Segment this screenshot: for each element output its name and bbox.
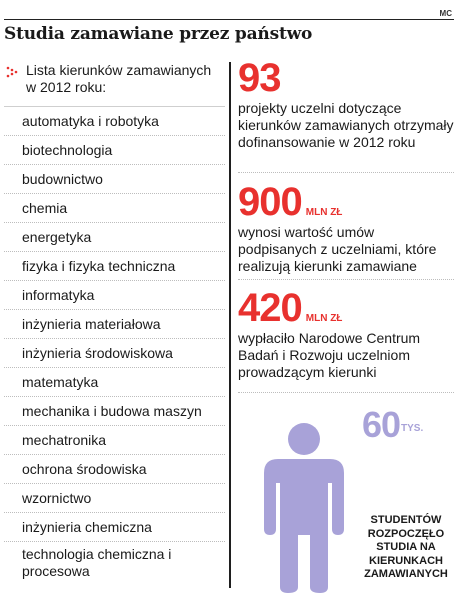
list-intro [4, 62, 225, 106]
left-column [4, 62, 225, 584]
list-item: energetyka [4, 223, 225, 252]
list-item: budownictwo [4, 165, 225, 194]
stat-separator [238, 172, 454, 173]
stat-block-3 [238, 288, 454, 381]
stat-unit: MLN ZŁ [305, 207, 343, 218]
list-intro-text: Lista kierunków zamawianych w 2012 roku: [26, 62, 212, 95]
stat-value: 93 [238, 56, 281, 100]
stat-separator [238, 279, 454, 280]
stat-description: wynosi wartość umów podpisanych z uczelniami, które realizują kierunki zamawiane [238, 224, 437, 274]
list-item: technologia chemiczna i procesowa [22, 546, 172, 579]
stat-unit: MLN ZŁ [305, 313, 343, 324]
list-item: wzornictwo [4, 484, 225, 513]
list-item: automatyka i robotyka [4, 107, 225, 136]
stat-value-line [238, 182, 454, 222]
directions-list [4, 106, 225, 584]
page-title: Studia zamawiane przez państwo [4, 24, 313, 44]
stat-block-1 [238, 58, 454, 151]
top-rule [4, 19, 454, 20]
list-item: mechatronika [4, 426, 225, 455]
stat-value-line [238, 288, 454, 328]
list-item: inżynieria chemiczna [4, 513, 225, 542]
person-figure-icon [256, 423, 352, 593]
list-item: biotechnologia [4, 136, 225, 165]
list-item: informatyka [4, 281, 225, 310]
stat-description: projekty uczelni dotyczące kierunków zamawianych otrzymały dofinansowanie w 2012 roku [238, 100, 454, 150]
column-divider [229, 62, 231, 588]
stat-separator [238, 392, 454, 393]
stat-description: wypłaciło Narodowe Centrum Badań i Rozwoju uczelniom prowadzącym kierunki [238, 330, 421, 380]
stat-value-line [238, 58, 454, 98]
list-item: fizyka i fizyka techniczna [4, 252, 225, 281]
students-unit: TYS. [401, 423, 424, 434]
stat-value: 420 [238, 286, 302, 330]
students-value: 60 [362, 404, 401, 445]
source-credit: MC [439, 9, 452, 18]
stat-block-2 [238, 182, 454, 275]
list-item: mechanika i budowa maszyn [4, 397, 225, 426]
list-item: inżynieria środowiskowa [4, 339, 225, 368]
dots-bullet-icon [6, 66, 18, 78]
stat-value: 900 [238, 180, 302, 224]
list-item: inżynieria materiałowa [4, 310, 225, 339]
list-item: ochrona środowiska [4, 455, 225, 484]
list-item: matematyka [4, 368, 225, 397]
students-caption: STUDENTÓW ROZPOCZĘŁO STUDIA NA KIERUNKACH ZAMAWIANYCH [364, 514, 448, 580]
list-item: chemia [4, 194, 225, 223]
